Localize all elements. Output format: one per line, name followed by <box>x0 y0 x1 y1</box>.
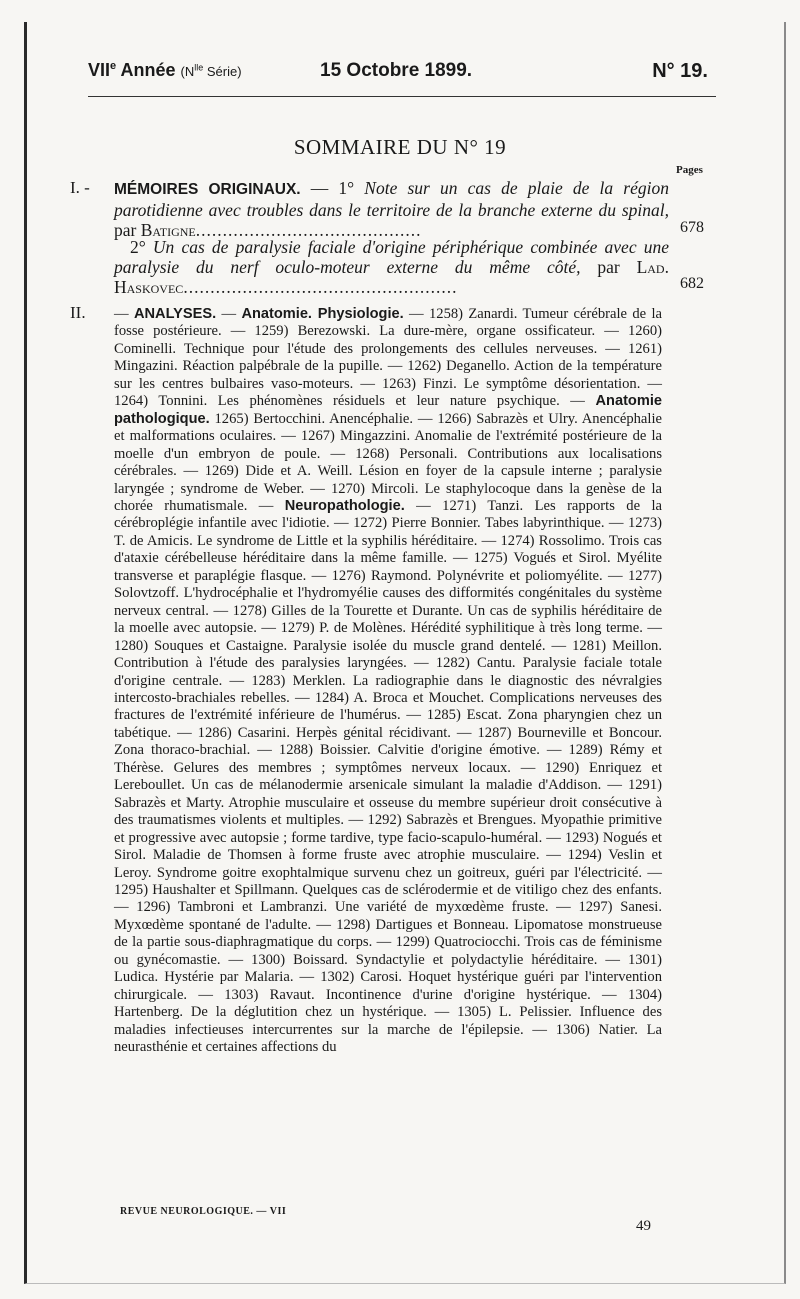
analyses-text-3: — 1271) Tanzi. Les rapports de la cérébroplégie infantile avec l'idiotie. — 1272) Pierre Bonnier. Tabes labyrinthique. — 1273) T. de Amicis. Le syndrome de Little et la syphilis héréditaire. — 1274) Rossolimo. Trois cas d'ataxie cérébelleuse héréditaire dans la même famille. — 1275) Vogués et Sirol. Myélite transverse et paraplégie flasque. — 1276) Raymond. Polynévrite et poliomyélite. — 1277) Solovtzoff. L'hydrocéphalie et l'hydromyélie causes des difformités congénitales du système nerveux central. — 1278) Gilles de la Tourette et Durante. Un cas de syphilis héréditaire de la moelle avec autopsie. — 1279) P. de Molènes. Hérédité syphilitique à très long terme. — 1280) Souques et Castaigne. Paralysie isolée du muscle grand dentelé. — 1281) Meillon. Contribution à l'étude des paralysies laryngées. — 1282) Cantu. Paralysie faciale totale d'origine centrale. — 1283) Merklen. La radiographie dans le diagnostic des névralgies intercosto-brachiales rebelles. — 1284) A. Broca et Mouchet. Complications nerveuses des fractures de l'extrémité inférieure de l'humérus. — 1285) Escat. Zona pharyngien chez un tabétique. — 1286) Casarini. Herpès génital récidivant. — 1287) Bourneville et Boncour. Zona thoraco-brachial. — 1288) Boissier. Calvitie d'origine émotive. — 1289) Rémy et Thérèse. Gelures des membres ; symptômes nerveux locaux. — 1290) Enriquez et Lereboullet. Un cas de mélanodermie arsenicale simulant la maladie d'Addison. — 1291) Sabrazès et Marty. Atrophie musculaire et osseuse du membre supérieur droit consécutive à des traumatismes violents et multiples. — 1292) Sabrazès et Brengues. Myopathie primitive et progressive avec autopsie ; forme tardive, type facio-scapulo-huméral. — 1293) Nogués et Sirol. Maladie de Thomsen à forme fruste avec atrophie musculaire. — 1294) Veslin et Leroy. Syndrome goitre exophtalmique survenu chez un goitreux, guéri par l'électricité. — 1295) Haushalter et Spillmann. Quelques cas de sclérodermie et de vitiligo chez des enfants. — 1296) Tambroni et Lambranzi. Une variété de myxœdème fruste. — 1297) Sanesi. Myxœdème spontané de l'adulte. — 1298) Dartigues et Bonneau. Lipomatose monstrueuse de la partie sous-diaphragmatique du corps. — 1299) Quatrociocchi. Trois cas de féminisme ou gynécomastie. — 1300) Boissard. Syndactylie et polydactylie héréditaire. — 1301) Ludica. Hystérie par Malaria. — 1302) Carosi. Hoquet hystérique guéri par l'intervention chirurgicale. — 1303) Ravaut. Incontinence d'urine d'origine hystérique. — 1304) Hartenberg. De la déglutition chez un hystérique. — 1305) L. Pelissier. Influence des maladies infectieuses intercurrentes sur la marche de l'épilepsie. — 1306) Natier. La neurasthénie et certaines affections du <box>114 497 662 1056</box>
analyses-paragraph: — ANALYSES. — Anatomie. Physiologie. — 1258) Zanardi. Tumeur cérébrale de la fosse postérieure. — 1259) Berezowski. La dure-mère, organe ossificateur. — 1260) Cominelli. Technique pour l'étude des prolongements des cellules nerveuses. — 1261) Mingazini. Réaction palpébrale de la pupille. — 1262) Deganello. Action de la température sur les centres bulbaires vaso-moteurs. — 1263) Finzi. Le symptôme désorientation. — 1264) Tonnini. Les phénomènes résiduels et leur nature psychique. — Anatomie pathologique. 1265) Bertocchini. Anencéphalie. — 1266) Sabrazès et Ulry. Anencéphalie et malformations oculaires. — 1267) Mingazzini. Anomalie de l'extrémité postérieure de la moelle d'un embryon de poule. — 1268) Personali. Contributions aux localisations cérébrales. — 1269) Dide et A. Weill. Lésion en foyer de la capsule interne ; paralysie laryngée ; syndrome de Weber. — 1270) Mircoli. Le staphylocoque dans la genèse de la chorée rhumatismale. — Neuropathologie. — 1271) Tanzi. Les rapports de la cérébroplégie infantile avec l'idiotie. — 1272) Pierre Bonnier. Tabes labyrinthique. — 1273) T. de Amicis. Le syndrome de Little et la syphilis héréditaire. — 1274) Rossolimo. Trois cas d'ataxie cérébelleuse héréditaire dans la même famille. — 1275) Vogués et Sirol. Myélite transverse et paraplégie flasque. — 1276) Raymond. Polynévrite et poliomyélite. — 1277) Solovtzoff. L'hydrocéphalie et l'hydromyélie causes des difformités congénitales du système nerveux central. — 1278) Gilles de la Tourette et Durante. Un cas de syphilis héréditaire de la moelle avec autopsie. — 1279) P. de Molènes. Hérédité syphilitique à très long terme. — 1280) Souques et Castaigne. Paralysie isolée du muscle grand dentelé. — 1281) Meillon. Contribution à l'étude des paralysies laryngées. — 1282) Cantu. Paralysie faciale totale d'origine centrale. — 1283) Merklen. La radiographie dans le diagnostic des névralgies intercosto-brachiales rebelles. — 1284) A. Broca et Mouchet. Complications nerveuses des fractures de l'extrémité inférieure de l'humérus. — 1285) Escat. Zona pharyngien chez un tabétique. — 1286) Casarini. Herpès génital récidivant. — 1287) Bourneville et Boncour. Zona thoraco-brachial. — 1288) Boissier. Calvitie d'origine émotive. — 1289) Rémy et Thérèse. Gelures des membres ; symptômes nerveux locaux. — 1290) Enriquez et Lereboullet. Un cas de mélanodermie arsenicale simulant la maladie d'Addison. — 1291) Sabrazès et Marty. Atrophie musculaire et osseuse du membre supérieur droit consécutive à des traumatismes violents et multiples. — 1292) Sabrazès et Brengues. Myopathie primitive et progressive avec autopsie ; forme tardive, type facio-scapulo-huméral. — 1293) Nogués et Sirol. Maladie de Thomsen à forme fruste avec atrophie musculaire. — 1294) Veslin et Leroy. Syndrome goitre exophtalmique survenu chez un goitreux, guéri par l'électricité. — 1295) Haushalter et Spillmann. Quelques cas de sclérodermie et de vitiligo chez des enfants. — 1296) Tambroni et Lambranzi. Une variété de myxœdème fruste. — 1297) Sanesi. Myxœdème spontané de l'adulte. — 1298) Dartigues et Bonneau. Lipomatose monstrueuse de la partie sous-diaphragmatique du corps. — 1299) Quatrociocchi. Trois cas de féminisme ou gynécomastie. — 1300) Boissard. Syndactylie et polydactylie héréditaire. — 1301) Ludica. Hystérie par Malaria. — 1302) Carosi. Hoquet hystérique guéri par l'intervention chirurgicale. — 1303) Ravaut. Incontinence d'urine d'origine hystérique. — 1304) Hartenberg. De la déglutition chez un hystérique. — 1305) L. Pelissier. Influence des maladies infectieuses intercurrentes sur la marche de l'épilepsie. — 1306) Natier. La neurasthénie et certaines affections du <box>114 306 663 1056</box>
item-1-prefix: — 1° <box>310 178 365 198</box>
item-2-by: par <box>580 257 637 277</box>
series-end: Série) <box>206 64 242 79</box>
header-rule <box>88 96 716 97</box>
subheading-neuropathologie: Neuropathologie. <box>284 497 405 514</box>
section-2-number: II. <box>70 303 86 322</box>
year-label: VII <box>88 60 111 80</box>
footer-journal: REVUE NEUROLOGIQUE. — VII <box>120 1206 287 1217</box>
section-1-heading: MÉMOIRES ORIGINAUX. <box>114 181 301 198</box>
item-1-by: par <box>114 220 141 240</box>
series-open: (N <box>180 64 195 79</box>
section-2-heading: ANALYSES. <box>133 306 217 322</box>
running-header <box>88 60 708 86</box>
subheading-anatomie-pathologique: Anatomie pathologique. <box>114 393 662 427</box>
year-sup: e <box>110 60 117 72</box>
item-1-leader-dots: .......................................... <box>195 220 422 240</box>
page-title: SOMMAIRE DU N° 19 <box>293 135 507 159</box>
item-2-title: Un cas de paralysie faciale d'origine périphérique combinée avec une paralysie du nerf oculo-moteur externe du même côté, <box>114 237 670 277</box>
footer-page-number: 49 <box>636 1218 651 1234</box>
pages-column-label: Pages <box>676 164 703 176</box>
section-1-item-1 <box>114 178 669 240</box>
header-issue: N° 19. <box>652 60 708 82</box>
subheading-anatomie-physiologie: Anatomie. Physiologie. <box>241 306 404 322</box>
item-2-leader-dots: ................................................... <box>183 277 458 297</box>
item-1-author: Batigne <box>140 220 196 240</box>
item-2-page: 682 <box>680 275 704 292</box>
item-2-prefix: 2° <box>130 237 153 257</box>
analyses-text-2: 1265) Bertocchini. Anencéphalie. — 1266) Sabrazès et Ulry. Anencéphalie et malformations oculaires. — 1267) Mingazzini. Anomalie de l'extrémité postérieure de la moelle d'un embryon de poule. — 1268) Personali. Contributions aux localisations cérébrales. — 1269) Dide et A. Weill. Lésion en foyer de la capsule interne ; paralysie laryngée ; syndrome de Weber. — 1270) Mircoli. Le staphylocoque dans la genèse de la chorée rhumatismale. — <box>114 410 662 514</box>
item-1-title: Note sur un cas de plaie de la région parotidienne avec troubles dans le territoire de la branche externe du spinal, <box>114 178 669 220</box>
header-date: 15 Octobre 1899. <box>320 60 473 81</box>
series-sup: lle <box>194 62 204 73</box>
item-2-author: Lad. Haskovec <box>114 257 669 297</box>
section-1-number: I. - <box>70 178 90 197</box>
year-word: Année <box>120 60 176 80</box>
analyses-text-1: — 1258) Zanardi. Tumeur cérébrale de la fosse postérieure. — 1259) Berezowski. La dure-mère, organe ossificateur. — 1260) Cominelli. Technique pour l'étude des prolongements des cellules nerveuses. — 1261) Mingazini. Réaction palpébrale de la pupille. — 1262) Deganello. Action de la température sur les centres bulbaires vaso-moteurs. — 1263) Finzi. Le symptôme désorientation. — 1264) Tonnini. Les phénomènes résiduels et leur nature psychique. — <box>114 306 663 410</box>
analyses-lead: — <box>114 306 134 322</box>
section-2-analyses <box>114 306 662 1056</box>
header-volume <box>88 60 242 81</box>
section-1-item-2 <box>114 237 669 297</box>
item-1-page: 678 <box>680 219 704 236</box>
series-label <box>181 64 242 79</box>
